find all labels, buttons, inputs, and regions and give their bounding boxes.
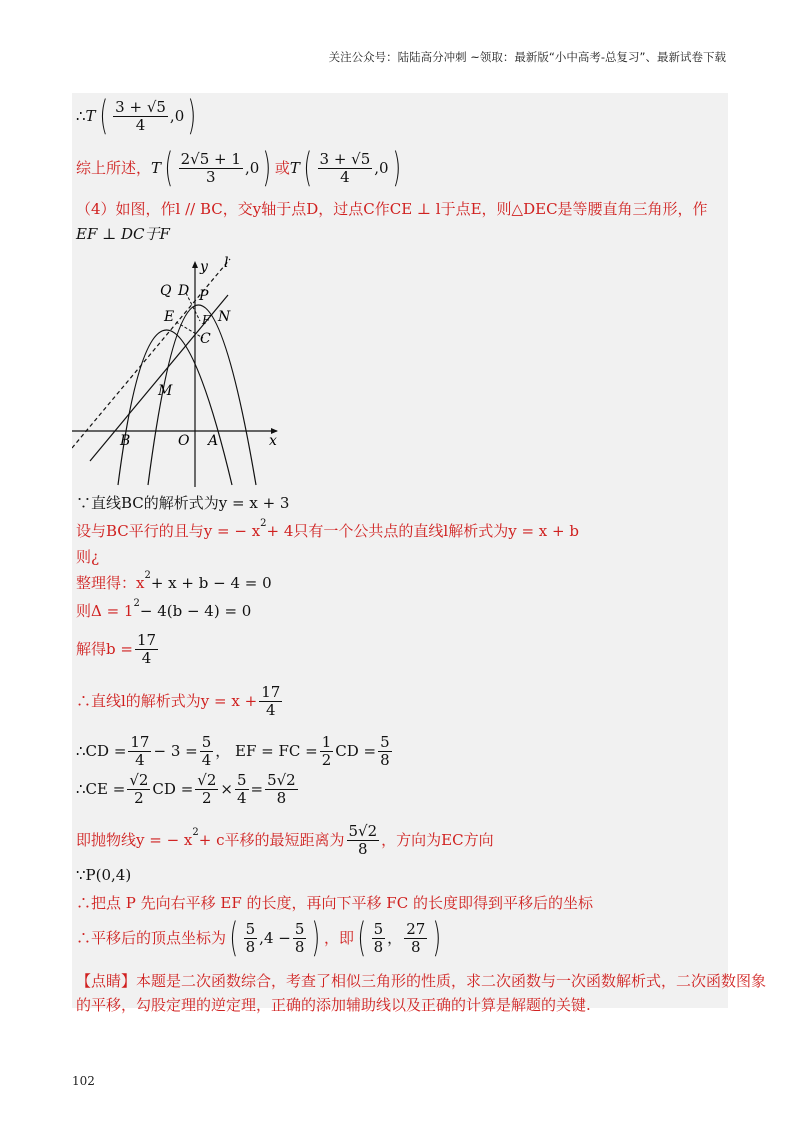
numerator: 5 <box>373 919 384 938</box>
fraction <box>179 151 243 186</box>
fraction <box>200 734 214 769</box>
text-part: 即抛物线y = − x <box>76 831 193 849</box>
numerator: 5 <box>294 919 305 938</box>
comma: , <box>374 159 380 177</box>
line-simplify <box>76 570 272 593</box>
text-part: ∴CE = <box>76 780 126 798</box>
fraction <box>127 772 150 807</box>
text-part: 4 − <box>263 929 291 947</box>
fraction <box>293 921 307 956</box>
right-paren: ) <box>187 93 197 139</box>
numerator: 3 + √5 <box>319 149 371 168</box>
text-part: CD = <box>335 742 377 760</box>
line-T-result <box>76 95 200 137</box>
line-remark-2: 的平移，勾股定理的逆定理，正确的添加辅助线以及正确的计算是解题的关键. <box>76 996 591 1014</box>
line-part4: （4）如图，作l // BC，交y轴于点D，过点C作CE ⊥ l于点E，则△DEC是等腰直角三角形，作 <box>76 200 708 218</box>
denominator: 4 <box>135 750 145 769</box>
fraction <box>235 772 249 807</box>
numerator: 27 <box>406 919 426 938</box>
text-part: 设与BC平行的且与y = − x <box>76 522 261 540</box>
zero: 0 <box>174 107 185 125</box>
text-part: ∴直线l的解析式为y = x + <box>76 692 258 710</box>
comma: , <box>244 159 250 177</box>
label-l: l <box>224 255 229 271</box>
label-E: E <box>164 309 175 325</box>
fraction <box>195 772 218 807</box>
numerator: 17 <box>130 732 150 751</box>
denominator: 8 <box>380 750 390 769</box>
fraction <box>318 151 373 186</box>
denominator: 4 <box>135 115 146 134</box>
label-D: D <box>178 283 190 299</box>
text-part: ∴CD = <box>76 742 127 760</box>
denominator: 4 <box>201 750 212 769</box>
text-part: 解得b = <box>76 640 133 658</box>
fraction <box>135 632 158 667</box>
denominator: 4 <box>265 700 276 719</box>
denominator: 8 <box>410 937 421 956</box>
text-part: = <box>250 780 264 798</box>
line-translate-explain: ∴把点 P 先向右平移 EF 的长度，再向下平移 FC 的长度即得到平移后的坐标 <box>76 894 593 912</box>
line-solve-b <box>76 629 160 669</box>
fraction <box>265 772 298 807</box>
label-A: A <box>208 433 219 449</box>
line-shortest-distance <box>76 820 494 860</box>
label-x: x <box>269 433 277 449</box>
comma: , <box>169 107 175 125</box>
denominator: 2 <box>134 788 144 807</box>
solution-content <box>72 93 767 1014</box>
page-number: 102 <box>72 1074 95 1088</box>
denominator: 2 <box>321 750 332 769</box>
text-part: 整理得：x <box>76 574 145 592</box>
line-CE <box>76 769 300 809</box>
label-O: O <box>178 433 190 449</box>
left-paren: ( <box>229 915 239 961</box>
exponent: 2 <box>133 598 140 609</box>
line-l-equation <box>76 681 284 721</box>
text-part: × <box>220 780 233 798</box>
numerator: 5 <box>236 770 247 789</box>
fraction <box>113 99 168 134</box>
comma: , <box>259 929 264 947</box>
right-paren: ) <box>392 145 401 191</box>
numerator: 2√5 + 1 <box>180 149 241 168</box>
point-T: T <box>85 107 96 125</box>
numerator: 1 <box>321 732 332 751</box>
therefore-symbol: ∴ <box>76 107 86 125</box>
label-P: P <box>199 288 209 304</box>
denominator: 8 <box>358 839 368 858</box>
fraction <box>128 734 151 769</box>
denominator: 4 <box>340 167 350 186</box>
denominator: 4 <box>236 788 247 807</box>
line-CD <box>76 731 394 771</box>
line-remark-1: 【点睛】本题是二次函数综合，考查了相似三角形的性质，求二次函数与一次函数解析式，二次函数图象 <box>76 972 767 990</box>
line-summary <box>76 147 404 189</box>
left-paren: ( <box>303 145 313 191</box>
label-B: B <box>120 433 131 449</box>
fraction <box>347 823 380 858</box>
numerator: 3 + √5 <box>115 97 166 116</box>
left-paren: ( <box>99 93 108 139</box>
point-T: T <box>151 159 162 177</box>
numerator: 5 <box>380 732 390 751</box>
numerator: 5 <box>201 732 212 751</box>
page-header: 关注公众号：陆陆高分冲刺 ~领取：最新版“小中高考-总复习”、最新试卷下载 <box>328 50 726 64</box>
text-part: ，即 <box>324 929 355 947</box>
fraction <box>320 734 334 769</box>
exponent: 2 <box>144 570 151 581</box>
denominator: 8 <box>373 937 384 956</box>
ef-perp-text: EF ⊥ DC于F <box>76 225 170 243</box>
summary-label: 综上所述， <box>76 159 152 177</box>
right-paren: ) <box>432 915 442 961</box>
text-part: 则Δ = 1 <box>76 602 134 620</box>
left-paren: ( <box>357 915 367 961</box>
fraction <box>372 921 386 956</box>
numerator: 17 <box>261 682 281 701</box>
label-y: y <box>200 259 208 275</box>
text-part: CD = <box>152 780 194 798</box>
text-part: + c平移的最短距离为 <box>198 831 345 849</box>
fraction <box>378 734 392 769</box>
denominator: 8 <box>294 937 305 956</box>
label-N: N <box>218 309 231 325</box>
left-paren: ( <box>164 145 174 191</box>
text-part: ， EF = FC = <box>215 742 318 760</box>
line-parallel <box>76 518 579 541</box>
label-C: C <box>200 331 211 347</box>
label-Q: Q <box>160 283 172 299</box>
line-EF-perp <box>76 224 170 244</box>
fraction <box>244 921 258 956</box>
zero: 0 <box>379 159 389 177</box>
point-T: T <box>289 159 300 177</box>
label-M: M <box>158 383 173 399</box>
exponent: 2 <box>192 827 199 838</box>
label-F: F <box>202 313 211 327</box>
numerator: √2 <box>197 770 217 789</box>
numerator: 5 <box>245 919 256 938</box>
denominator: 8 <box>245 937 256 956</box>
or-word: 或 <box>274 159 290 177</box>
fraction <box>259 684 282 719</box>
numerator: 5√2 <box>348 821 378 840</box>
text-part: + 4只有一个公共点的直线l解析式为y = x + b <box>266 522 579 540</box>
line-then: 则¿ <box>76 548 100 566</box>
zero: 0 <box>249 159 260 177</box>
line-BC-equation: ∵直线BC的解析式为y = x + 3 <box>76 494 290 512</box>
text-part: ，方向为EC方向 <box>381 831 494 849</box>
text-part: ∴平移后的顶点坐标为 <box>76 929 227 947</box>
denominator: 4 <box>141 648 152 667</box>
y-axis-arrow-icon <box>192 261 198 268</box>
text-part: − 4(b − 4) = 0 <box>139 602 252 620</box>
numerator: 5√2 <box>267 770 296 789</box>
denominator: 8 <box>276 788 287 807</box>
line-vertex-result <box>76 917 445 959</box>
exponent: 2 <box>260 518 267 529</box>
line-discriminant <box>76 598 252 621</box>
denominator: 2 <box>202 788 212 807</box>
right-paren: ) <box>311 915 321 961</box>
line-P-point: ∵P(0,4) <box>76 866 132 884</box>
numerator: 17 <box>136 630 157 649</box>
fraction <box>404 921 427 956</box>
parabola-figure <box>72 255 292 487</box>
numerator: √2 <box>129 770 149 789</box>
right-paren: ) <box>262 145 272 191</box>
text-part: + x + b − 4 = 0 <box>150 574 272 592</box>
text-part: − 3 = <box>153 742 198 760</box>
denominator: 3 <box>206 167 216 186</box>
comma: ， <box>387 929 403 947</box>
